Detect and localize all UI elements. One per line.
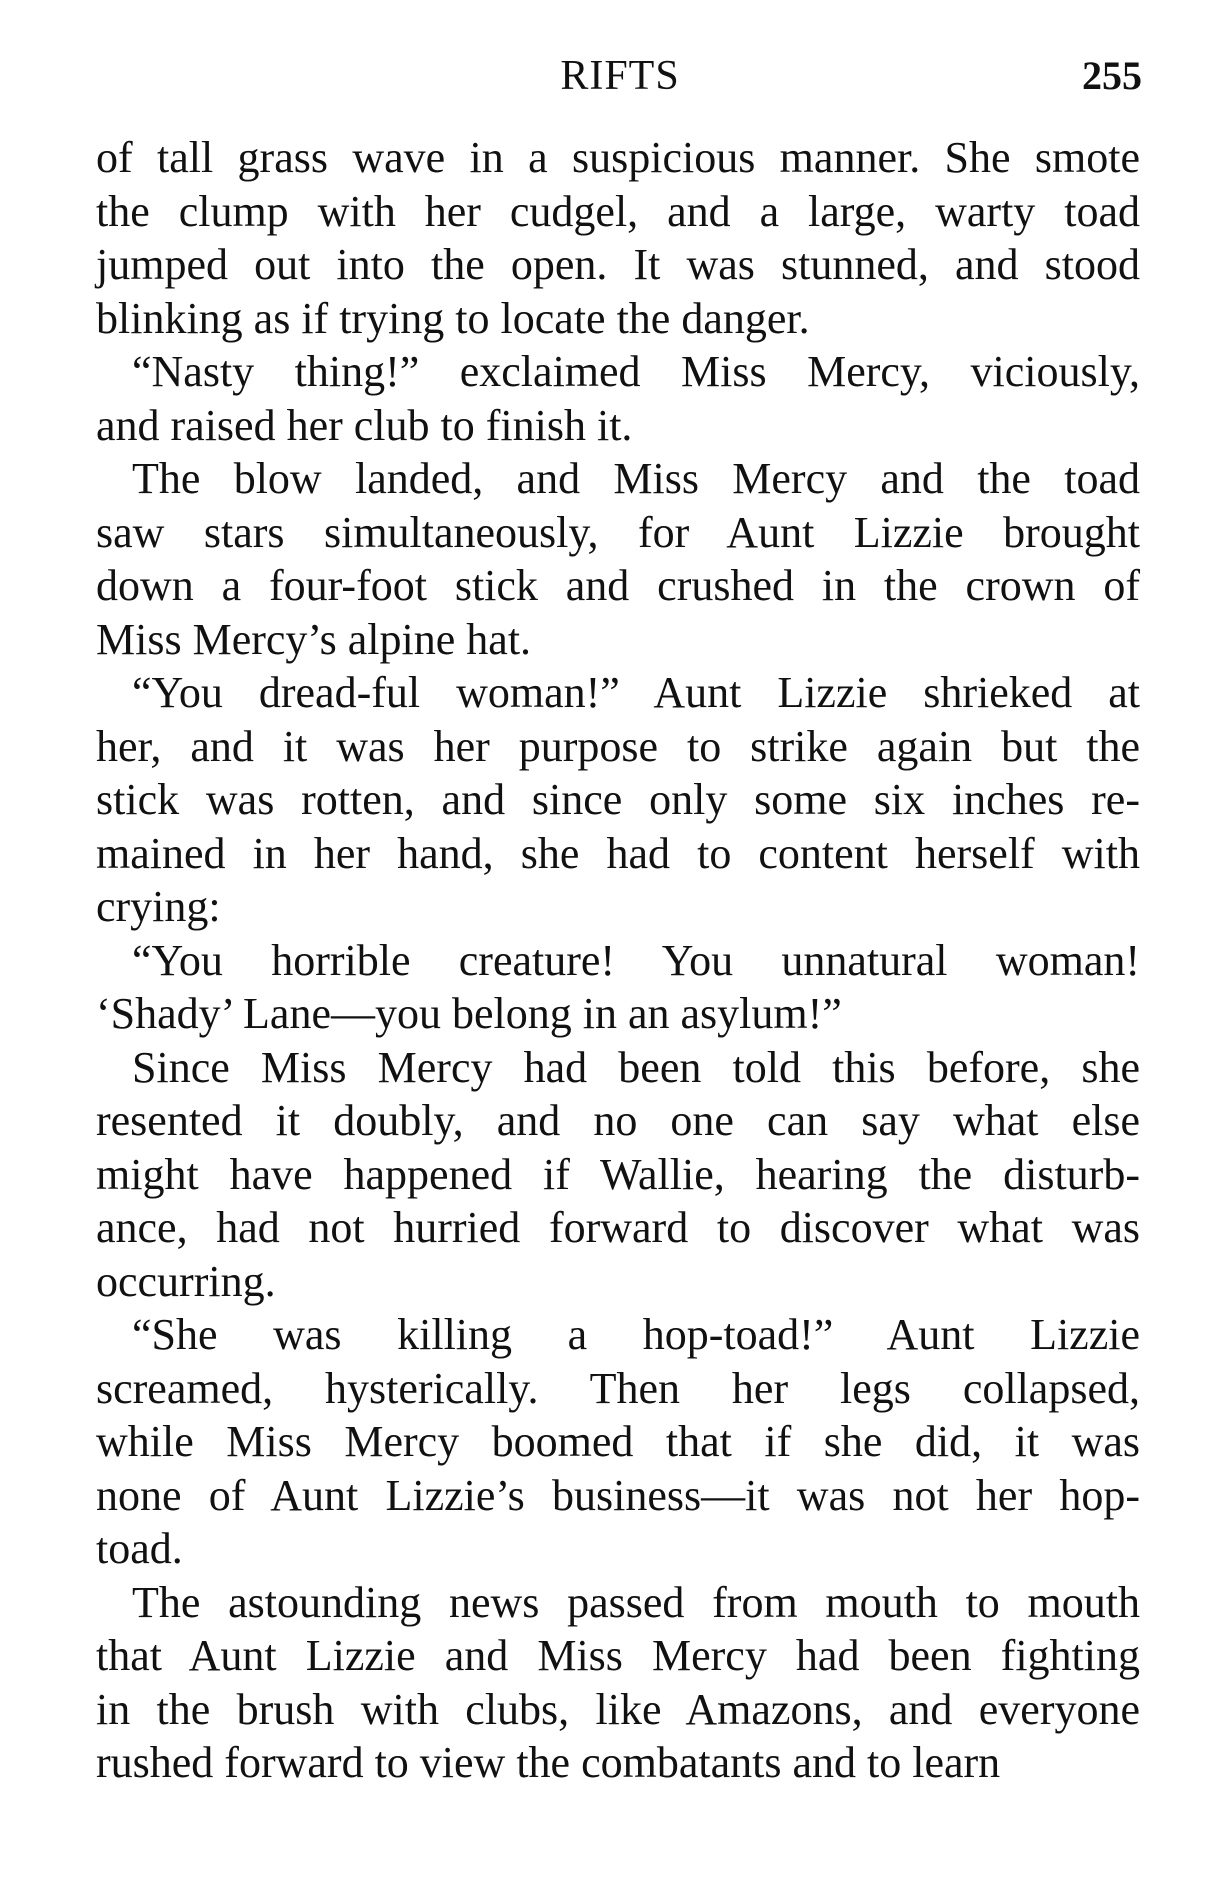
text-line: down a four-foot stick and crushed in the crown of — [96, 561, 1140, 610]
paragraph — [96, 934, 1140, 1041]
text-line: The astounding news passed from mouth to mouth — [132, 1577, 1140, 1627]
text-line: of tall grass wave in a suspicious manner. She smote — [96, 133, 1140, 182]
text-line: stick was rotten, and since only some six inches re- — [96, 775, 1140, 824]
text-line: and raised her club to finish it. — [96, 400, 633, 450]
text-line: the clump with her cudgel, and a large, warty toad — [96, 186, 1140, 236]
text-line: occurring. — [96, 1256, 276, 1306]
paragraph — [96, 666, 1140, 934]
text-line: saw stars simultaneously, for Aunt Lizzie brought — [96, 507, 1140, 557]
text-line: her, and it was her purpose to strike again but the — [96, 721, 1140, 771]
text-line: in the brush with clubs, like Amazons, and everyone — [96, 1684, 1140, 1734]
text-line: Miss Mercy’s alpine hat. — [96, 614, 532, 664]
text-line: “You dread-ful woman!” Aunt Lizzie shrieked at — [132, 668, 1140, 717]
paragraph — [96, 1041, 1140, 1309]
text-line: “She was killing a hop-toad!” Aunt Lizzie — [132, 1310, 1140, 1359]
paragraph — [96, 452, 1140, 666]
text-line: Since Miss Mercy had been told this before, she — [132, 1042, 1140, 1092]
text-line: crying: — [96, 882, 221, 931]
text-line: “You horrible creature! You unnatural woman! — [132, 935, 1140, 985]
paragraph — [96, 1308, 1140, 1576]
chapter-title: RIFTS — [560, 53, 680, 99]
text-line: mained in her hand, she had to content herself with — [96, 828, 1140, 878]
text-line: that Aunt Lizzie and Miss Mercy had been fighting — [96, 1631, 1140, 1680]
text-line: screamed, hysterically. Then her legs collapsed, — [96, 1363, 1140, 1413]
text-line: “Nasty thing!” exclaimed Miss Mercy, viciously, — [132, 347, 1140, 396]
text-line: while Miss Mercy boomed that if she did, it was — [96, 1417, 1140, 1466]
paragraph — [96, 131, 1140, 345]
text-line: jumped out into the open. It was stunned, and stood — [96, 240, 1140, 289]
text-line: blinking as if trying to locate the danger. — [96, 293, 810, 343]
text-line: none of Aunt Lizzie’s business—it was not her hop- — [96, 1470, 1140, 1520]
text-line: ‘Shady’ Lane—you belong in an asylum!” — [96, 989, 842, 1038]
page-number: 255 — [1082, 53, 1142, 98]
text-line: resented it doubly, and no one can say what else — [96, 1096, 1140, 1145]
paragraph — [96, 345, 1140, 452]
text-line: toad. — [96, 1524, 183, 1573]
body-text — [96, 131, 1140, 1790]
paragraph — [96, 1576, 1140, 1790]
text-line: The blow landed, and Miss Mercy and the toad — [132, 454, 1140, 503]
text-line: ance, had not hurried forward to discover what was — [96, 1203, 1140, 1252]
text-line: might have happened if Wallie, hearing the disturb- — [96, 1149, 1140, 1199]
text-line: rushed forward to view the combatants and to learn — [96, 1738, 1001, 1787]
running-head — [98, 52, 1142, 112]
